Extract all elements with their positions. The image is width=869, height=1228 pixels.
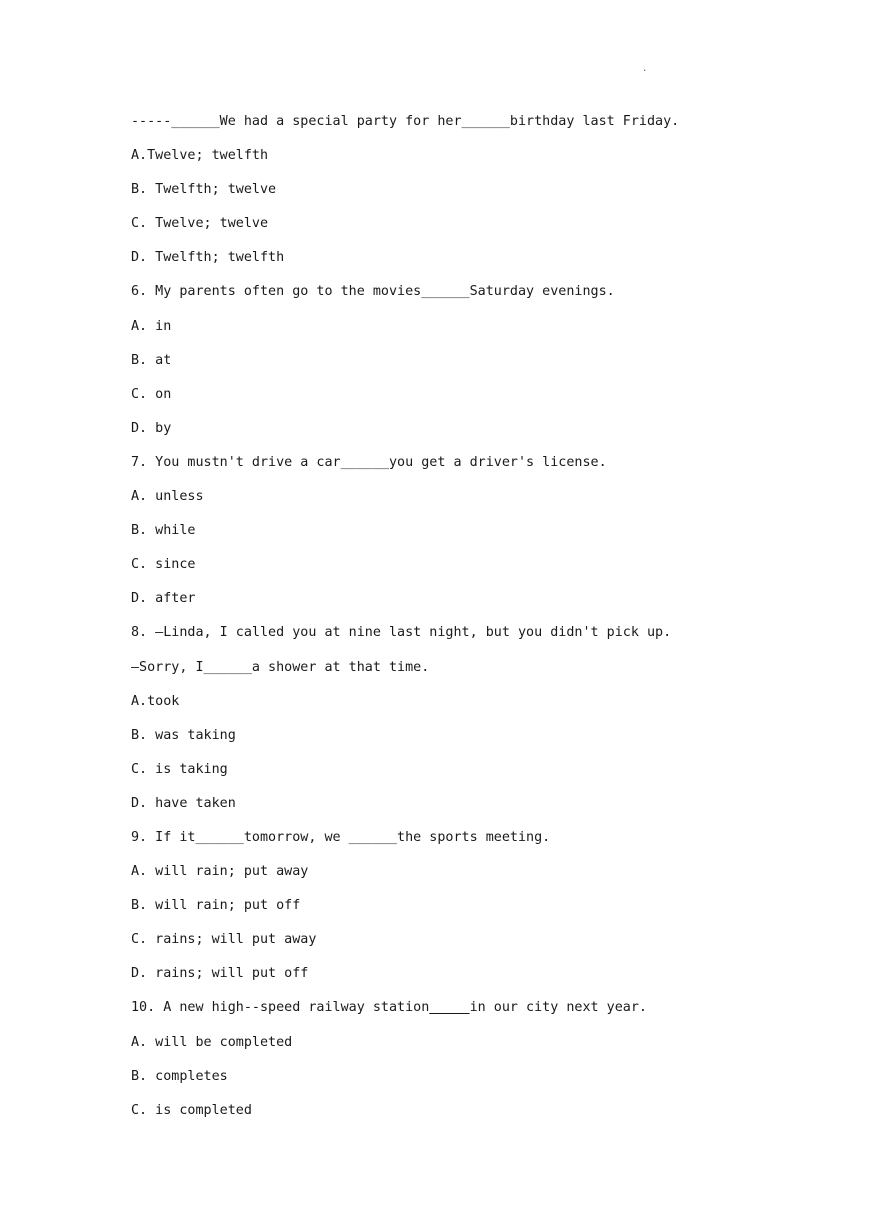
q6-option-a: A. in xyxy=(131,318,172,334)
q7-option-a: A. unless xyxy=(131,489,204,505)
q8-option-d: D. have taken xyxy=(131,795,236,811)
q7-option-b: B. while xyxy=(131,523,196,539)
q10-stem-start: 10. A new high--speed railway station xyxy=(131,1000,430,1016)
q9-option-b: B. will rain; put off xyxy=(131,898,301,914)
question-7-stem: 7. You mustn't drive a car______you get a driver's license. xyxy=(131,454,607,470)
q5-option-b: B. Twelfth; twelve xyxy=(131,182,277,198)
question-6-stem: 6. My parents often go to the movies______Saturday evenings. xyxy=(131,284,615,300)
question-8-response: —Sorry, I______a shower at that time. xyxy=(131,659,430,675)
question-list xyxy=(131,110,771,1133)
q7-option-c: C. since xyxy=(131,557,196,573)
question-10-stem xyxy=(131,996,771,1030)
q9-option-d: D. rains; will put off xyxy=(131,966,309,982)
q5-option-c: C. Twelve; twelve xyxy=(131,216,269,232)
q10-option-b: B. completes xyxy=(131,1068,228,1084)
q5-option-a: A.Twelve; twelfth xyxy=(131,148,269,164)
q10-option-c: C. is completed xyxy=(131,1102,252,1118)
q10-blank xyxy=(429,1000,469,1015)
q6-option-c: C. on xyxy=(131,386,172,402)
question-8-stem: 8. —Linda, I called you at nine last night, but you didn't pick up. xyxy=(131,625,672,641)
page-marker: . xyxy=(642,64,648,74)
question-5-stem-continued: -----______We had a special party for her______birthday last Friday. xyxy=(131,114,680,129)
q6-option-b: B. at xyxy=(131,352,172,368)
q6-option-d: D. by xyxy=(131,420,172,436)
q7-option-d: D. after xyxy=(131,591,196,607)
q8-option-a: A.took xyxy=(131,693,180,709)
q5-option-d: D. Twelfth; twelfth xyxy=(131,250,285,266)
question-9-stem: 9. If it______tomorrow, we ______the sports meeting. xyxy=(131,829,551,845)
q9-option-c: C. rains; will put away xyxy=(131,932,317,948)
q10-option-a: A. will be completed xyxy=(131,1034,293,1050)
q8-option-c: C. is taking xyxy=(131,761,228,777)
q8-option-b: B. was taking xyxy=(131,727,236,743)
q9-option-a: A. will rain; put away xyxy=(131,864,309,880)
q10-stem-end: in our city next year. xyxy=(469,1000,647,1016)
